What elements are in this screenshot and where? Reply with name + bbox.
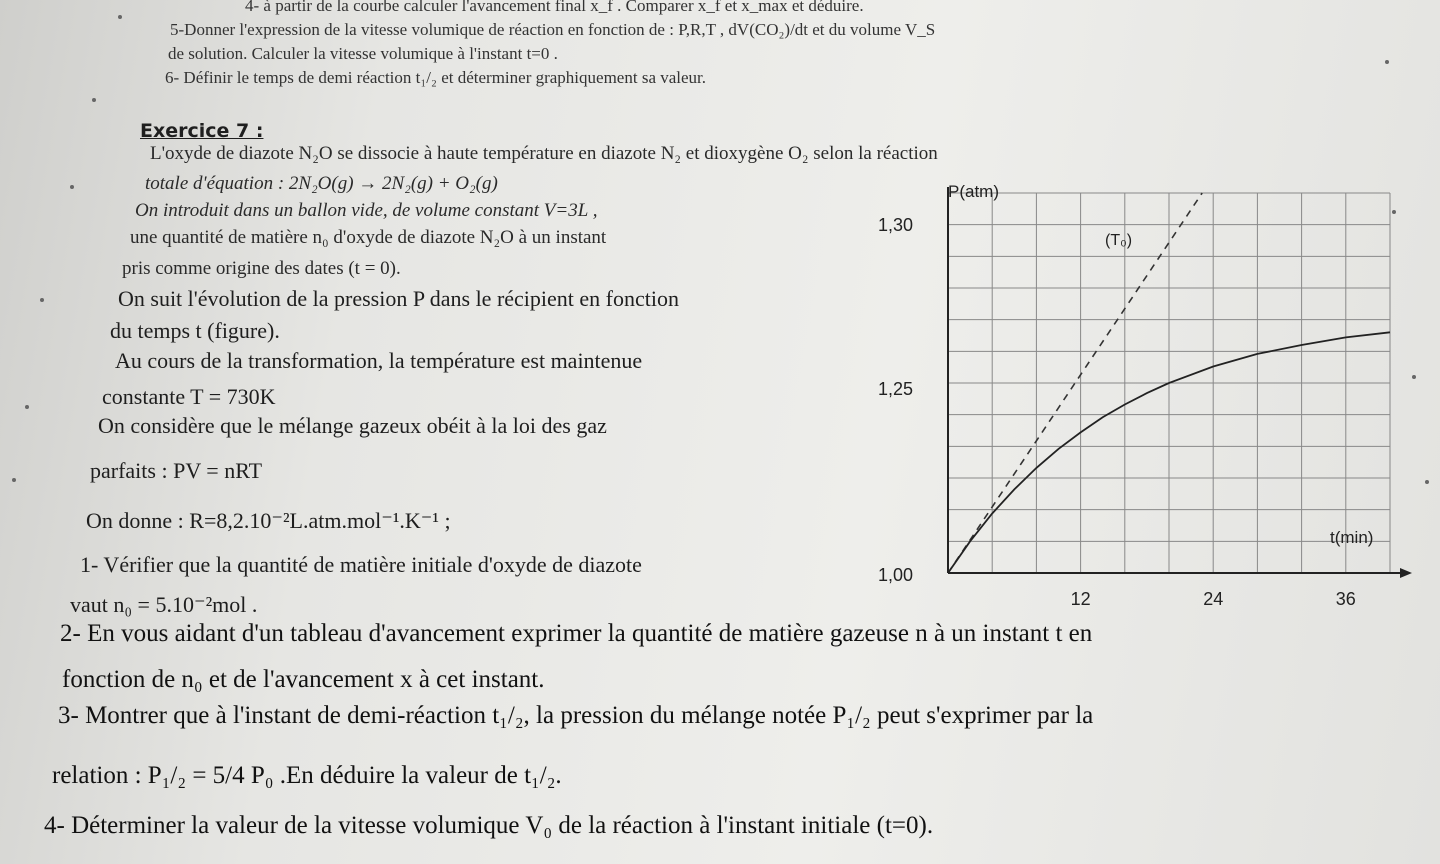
- question-1-line2: vaut n₀ = 5.10⁻²mol .: [70, 592, 258, 617]
- question-2-line2: fonction de n₀ et de l'avancement x à cet instant.: [62, 666, 545, 693]
- question-6: 6- Définir le temps de demi réaction t₁/₂ et déterminer graphiquement sa valeur.: [165, 68, 707, 87]
- paragraph-line8: Au cours de la transformation, la température est maintenue: [115, 348, 643, 373]
- chart-ticks: [878, 215, 1356, 609]
- x-tick-label: 24: [1203, 589, 1224, 609]
- paragraph-line9: constante T = 730K: [102, 384, 276, 409]
- question-5-line2: de solution. Calculer la vitesse volumique à l'instant t=0 .: [168, 44, 558, 63]
- question-4-line: 4- Déterminer la valeur de la vitesse volumique V₀ de la réaction à l'instant initiale (t=0).: [44, 812, 934, 839]
- question-2-line1: 2- En vous aidant d'un tableau d'avancement exprimer la quantité de matière gazeuse n à un instant t en: [60, 620, 1093, 647]
- x-tick-label: 36: [1335, 589, 1356, 609]
- pressure-time-chart: [860, 175, 1420, 615]
- margin-dot: [1385, 60, 1389, 64]
- margin-dot: [70, 185, 74, 189]
- paragraph-line7: du temps t (figure).: [110, 318, 280, 343]
- margin-dot: [92, 98, 96, 102]
- margin-dot: [1425, 480, 1429, 484]
- margin-dot: [118, 15, 122, 19]
- paragraph-line10: On considère que le mélange gazeux obéit à la loi des gaz: [98, 413, 607, 438]
- exercise-title: Exercice 7 :: [140, 120, 264, 142]
- y-tick-label: 1,25: [878, 379, 914, 399]
- paragraph-line1: L'oxyde de diazote N₂O se dissocie à haute température en diazote N₂ et dioxygène O₂ selon la réaction: [150, 143, 938, 164]
- margin-dot: [25, 405, 29, 409]
- x-tick-label: 12: [1070, 589, 1091, 609]
- paragraph-line11: parfaits : PV = nRT: [90, 458, 263, 483]
- x-axis-arrow: [1400, 568, 1412, 578]
- question-3-line2: relation : P₁/₂ = 5/4 P₀ .En déduire la valeur de t₁/₂.: [52, 762, 562, 789]
- question-4-previous: 4- à partir de la courbe calculer l'avancement final x_f . Comparer x_f et x_max et déduire.: [245, 0, 864, 15]
- paragraph-line2: totale d'équation : 2N₂O(g) → 2N₂(g) + O₂(g): [145, 173, 498, 194]
- margin-dot: [40, 298, 44, 302]
- y-tick-label: 1,30: [878, 215, 914, 235]
- question-3-line1: 3- Montrer que à l'instant de demi-réaction t₁/₂, la pression du mélange notée P₁/₂ peut s'exprimer par la: [58, 702, 1094, 729]
- paragraph-line6: On suit l'évolution de la pression P dans le récipient en fonction: [118, 286, 679, 311]
- y-tick-label: 1,00: [878, 565, 914, 585]
- paragraph-line4: une quantité de matière n₀ d'oxyde de diazote N₂O à un instant: [130, 227, 607, 248]
- y-axis-label: P(atm): [948, 182, 999, 201]
- margin-dot: [12, 478, 16, 482]
- x-axis-label: t(min): [1330, 528, 1374, 547]
- question-1-line1: 1- Vérifier que la quantité de matière initiale d'oxyde de diazote: [80, 552, 642, 577]
- paragraph-line5: pris comme origine des dates (t = 0).: [122, 258, 401, 279]
- tangent-label: (T₀): [1105, 232, 1133, 249]
- paragraph-line3: On introduit dans un ballon vide, de volume constant V=3L ,: [135, 200, 598, 221]
- question-5-line1: 5-Donner l'expression de la vitesse volumique de réaction en fonction de : P,R,T , dV(CO₂)/dt et du volume V_S: [170, 20, 936, 39]
- paragraph-line12: On donne : R=8,2.10⁻²L.atm.mol⁻¹.K⁻¹ ;: [86, 508, 451, 533]
